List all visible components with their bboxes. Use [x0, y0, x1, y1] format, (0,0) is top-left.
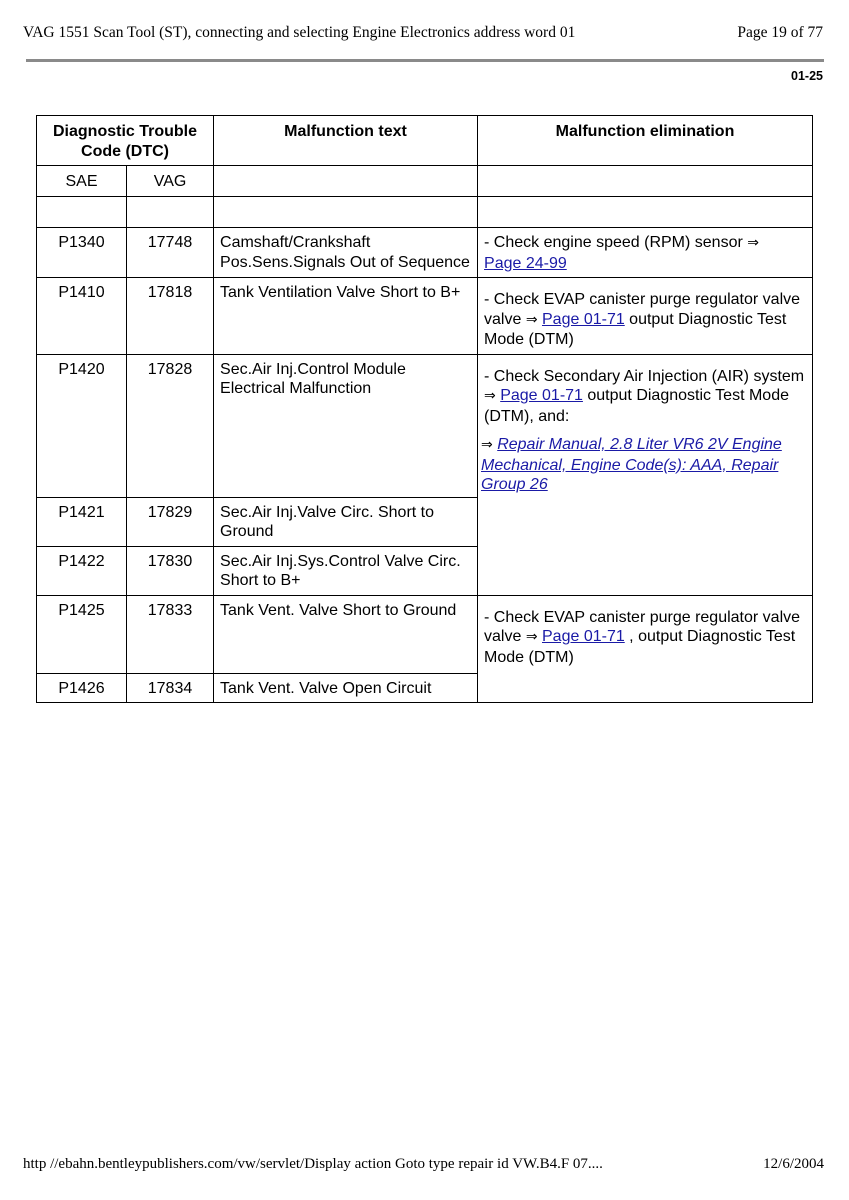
page-indicator: Page 19 of 77: [737, 24, 823, 41]
link-page-01-71[interactable]: Page 01-71: [500, 387, 583, 404]
malfunction-text: Sec.Air Inj.Valve Circ. Short to Ground: [214, 497, 478, 546]
malfunction-text: Sec.Air Inj.Control Module Electrical Malfunction: [214, 354, 478, 497]
subheader-vag: VAG: [127, 166, 214, 197]
header-malfunction-text: Malfunction text: [214, 116, 478, 166]
vag-code: 17818: [127, 278, 214, 355]
arrow-right-icon: ⇒: [747, 235, 759, 251]
sae-code: P1410: [37, 278, 127, 355]
table-blank-row: [37, 197, 813, 228]
malfunction-elimination: - Check Secondary Air Injection (AIR) system ⇒ Page 01-71 output Diagnostic Test Mode (DTM), and: ⇒ Repair Manual, 2.8 Liter VR6 2V Engine Mechanical, Engine Code(s): AAA, Repair Group 26: [478, 354, 813, 595]
link-page-01-71[interactable]: Page 01-71: [542, 310, 625, 328]
malfunction-text: Tank Vent. Valve Short to Ground: [214, 595, 478, 673]
link-page-24-99[interactable]: Page 24-99: [484, 254, 567, 272]
table-row: [37, 595, 813, 673]
arrow-right-icon: ⇒: [481, 437, 493, 453]
malfunction-elimination: - Check engine speed (RPM) sensor ⇒ Page 24-99: [478, 228, 813, 278]
footer-date: 12/6/2004: [763, 1156, 824, 1172]
vag-code: 17829: [127, 497, 214, 546]
header-dtc: Diagnostic Trouble Code (DTC): [37, 116, 214, 166]
table-row: [37, 228, 813, 278]
table-subheader-row: [37, 166, 813, 197]
sae-code: P1426: [37, 673, 127, 703]
sae-code: P1340: [37, 228, 127, 278]
link-repair-manual[interactable]: Repair Manual, 2.8 Liter VR6 2V Engine Mechanical, Engine Code(s): AAA, Repair Group 26: [481, 436, 782, 493]
table-row: [37, 278, 813, 355]
sae-code: P1420: [37, 354, 127, 497]
arrow-right-icon: ⇒: [484, 388, 496, 404]
arrow-right-icon: ⇒: [525, 629, 538, 645]
footer-url: http //ebahn.bentleypublishers.com/vw/servlet/Display action Goto type repair id VW.B4.F 07....: [23, 1156, 603, 1172]
table-header-row: [37, 116, 813, 166]
arrow-right-icon: ⇒: [525, 311, 538, 328]
table-row: [37, 354, 813, 497]
malfunction-text: Camshaft/Crankshaft Pos.Sens.Signals Out of Sequence: [214, 228, 478, 278]
vag-code: 17828: [127, 354, 214, 497]
vag-code: 17830: [127, 546, 214, 595]
vag-code: 17833: [127, 595, 214, 673]
document-title: VAG 1551 Scan Tool (ST), connecting and selecting Engine Electronics address word 01: [23, 24, 576, 41]
sae-code: P1425: [37, 595, 127, 673]
malfunction-text: Tank Ventilation Valve Short to B+: [214, 278, 478, 355]
subheader-sae: SAE: [37, 166, 127, 197]
malfunction-elimination: - Check EVAP canister purge regulator valve valve ⇒ Page 01-71 , output Diagnostic Test Mode (DTM): [478, 595, 813, 703]
malfunction-elimination: - Check EVAP canister purge regulator valve valve ⇒ Page 01-71 output Diagnostic Test Mode (DTM): [478, 278, 813, 355]
vag-code: 17748: [127, 228, 214, 278]
dtc-table: [36, 115, 813, 703]
section-code: 01-25: [791, 69, 823, 83]
malfunction-text: Sec.Air Inj.Sys.Control Valve Circ. Short to B+: [214, 546, 478, 595]
header-divider: [26, 59, 824, 62]
link-page-01-71[interactable]: Page 01-71: [542, 628, 625, 645]
vag-code: 17834: [127, 673, 214, 703]
header-malfunction-elimination: Malfunction elimination: [478, 116, 813, 166]
sae-code: P1421: [37, 497, 127, 546]
sae-code: P1422: [37, 546, 127, 595]
malfunction-text: Tank Vent. Valve Open Circuit: [214, 673, 478, 703]
repair-manual-reference: [481, 435, 806, 495]
